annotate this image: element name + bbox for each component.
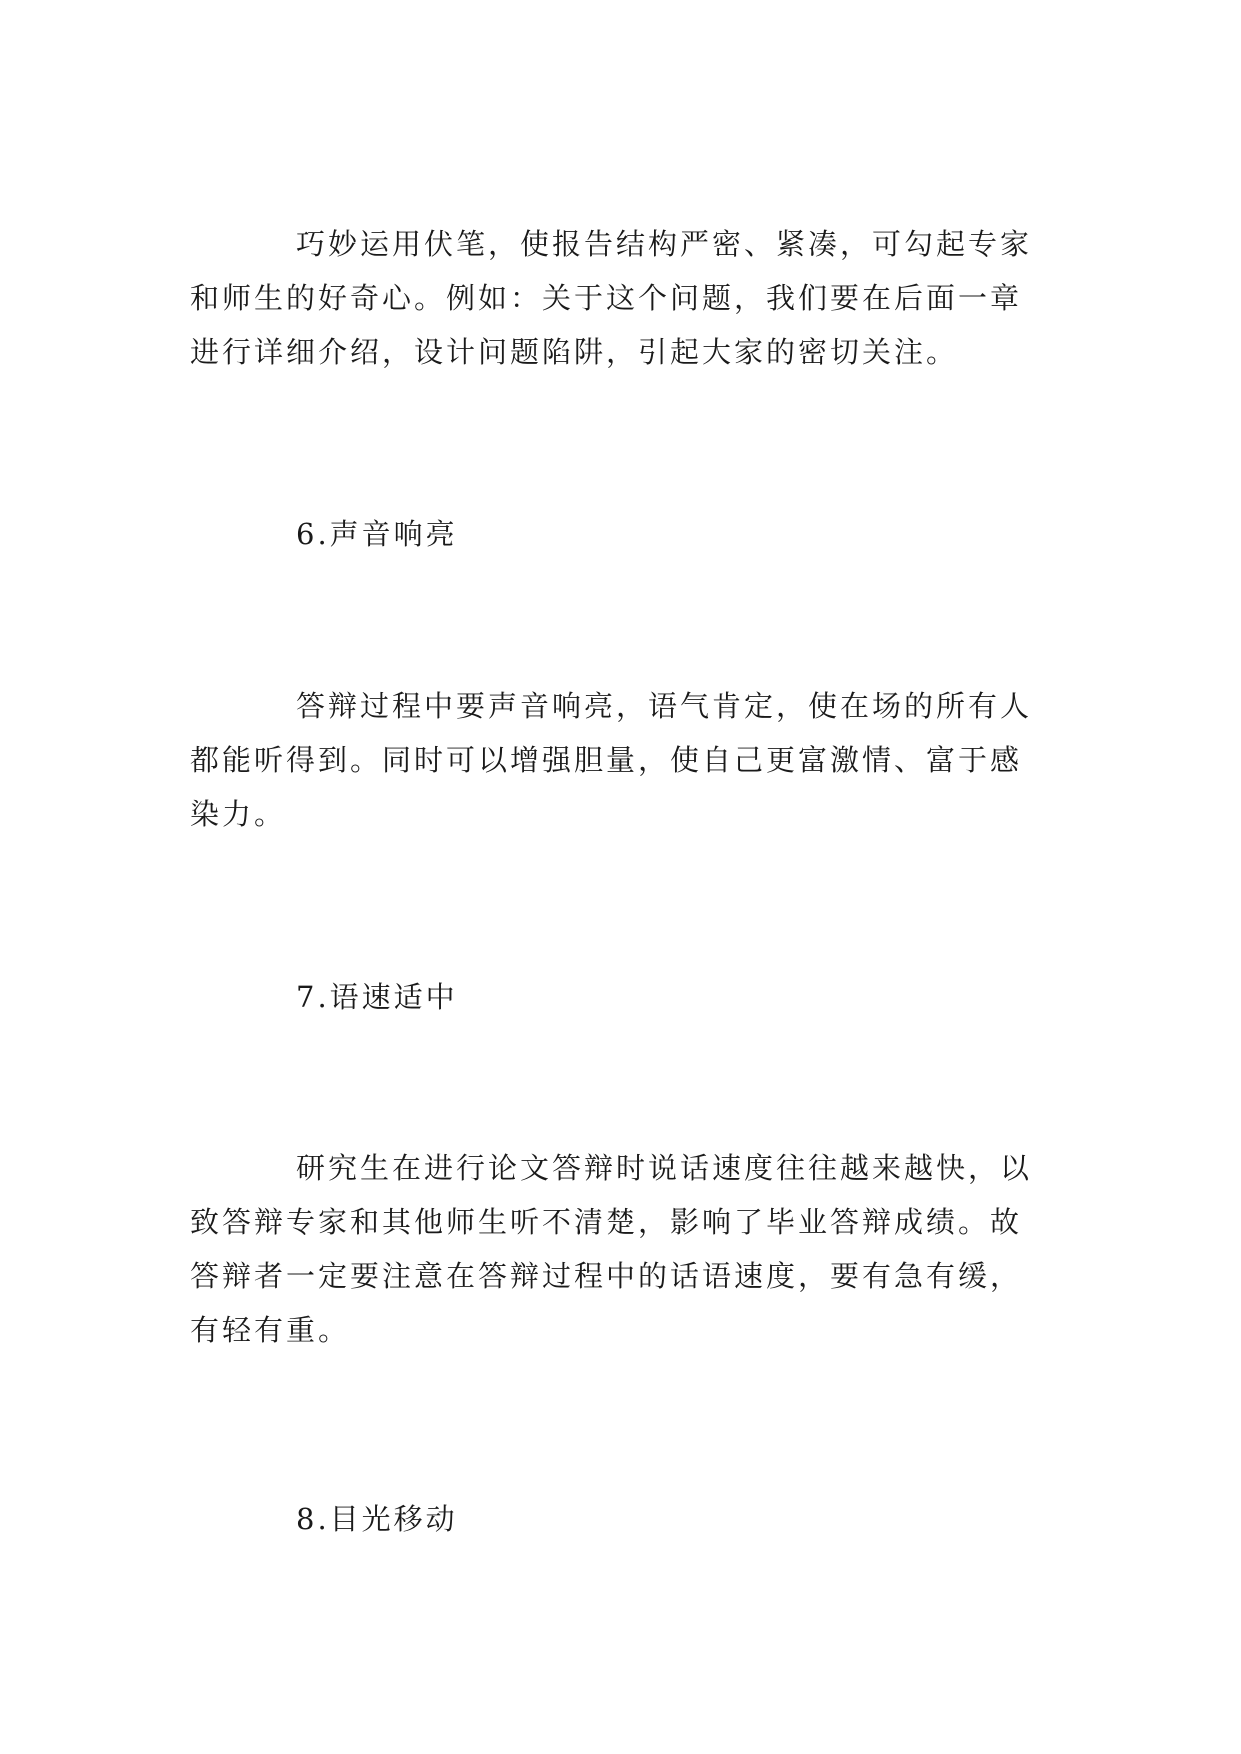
paragraph-line: 答辩者一定要注意在答辩过程中的话语速度，要有急有缓， xyxy=(190,1258,1023,1293)
paragraph-foreshadowing xyxy=(190,218,1070,380)
paragraph-speech-speed xyxy=(190,1142,1070,1358)
paragraph-loud-voice xyxy=(190,680,1070,842)
paragraph-line: 和师生的好奇心。例如：关于这个问题，我们要在后面一章 xyxy=(190,280,1023,315)
paragraph-line: 研究生在进行论文答辩时说话速度往往越来越快，以 xyxy=(296,1151,1033,1185)
section-heading-8: 8.目光移动 xyxy=(296,1502,458,1536)
paragraph-line: 进行详细介绍，设计问题陷阱，引起大家的密切关注。 xyxy=(190,334,959,369)
paragraph-line: 有轻有重。 xyxy=(190,1312,351,1347)
paragraph-line: 都能听得到。同时可以增强胆量，使自己更富激情、富于感 xyxy=(190,742,1023,777)
paragraph-line: 巧妙运用伏笔，使报告结构严密、紧凑，可勾起专家 xyxy=(296,227,1033,261)
paragraph-line: 答辩过程中要声音响亮，语气肯定，使在场的所有人 xyxy=(296,689,1033,723)
paragraph-line: 致答辩专家和其他师生听不清楚，影响了毕业答辩成绩。故 xyxy=(190,1204,1023,1239)
paragraph-line: 染力。 xyxy=(190,796,287,831)
section-heading-6: 6.声音响亮 xyxy=(296,517,458,551)
section-heading-7: 7.语速适中 xyxy=(296,980,458,1014)
